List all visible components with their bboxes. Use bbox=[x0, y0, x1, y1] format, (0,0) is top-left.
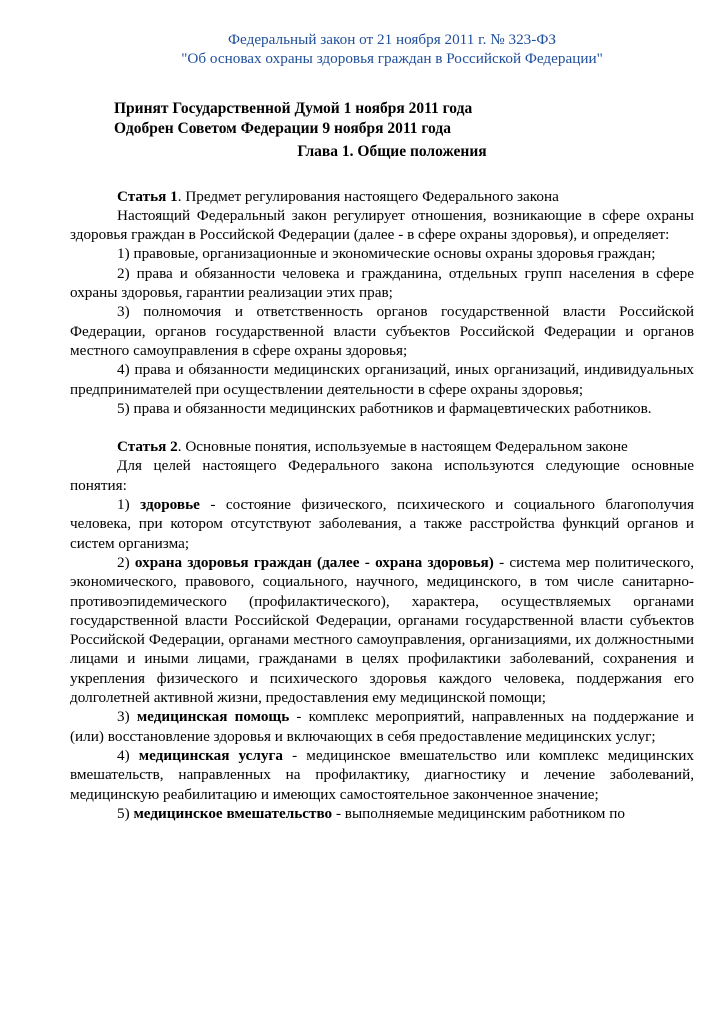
list-item: 4) права и обязанности медицинских организаций, иных организаций, индивидуальных предпринимателей при осуществлении деятельности в сфере охраны здоровья; bbox=[70, 361, 694, 398]
item-number: 4) bbox=[117, 746, 139, 764]
defined-term: медицинская помощь bbox=[136, 708, 290, 726]
definition-text: - система мер политического, экономического, правового, социального, научного, медицинского, в том числе санитарно-противоэпидемического (профилактического), характера, осуществляемых органами государственной власти Российской Федерации, органами государственной власти субъектов Российской Федерации, органами местного самоуправления, организациями, их должностными лицами и иными лицами, гражданами в целях профилактики заболеваний, сохранения и укрепления физического и психического здоровья каждого человека, поддержания его долголетней активной жизни, предоставления ему медицинской помощи; bbox=[70, 553, 694, 707]
council-approval: Одобрен Советом Федерации 9 ноября 2011 года bbox=[114, 119, 451, 137]
definition-item bbox=[70, 495, 694, 553]
list-item: 3) полномочия и ответственность органов государственной власти Российской Федерации, органов государственной власти субъектов Российской Федерации и органов местного самоуправления в сфере охраны здоровья; bbox=[70, 303, 694, 359]
definition-text: - выполняемые медицинским работником по bbox=[332, 804, 625, 822]
item-number: 3) bbox=[117, 708, 137, 726]
law-name-line: "Об основах охраны здоровья граждан в Российской Федерации" bbox=[181, 50, 603, 68]
article-intro: Настоящий Федеральный закон регулирует отношения, возникающие в сфере охраны здоровья граждан в Российской Федерации (далее - в сфере охраны здоровья), и определяет: bbox=[70, 206, 694, 244]
definition-text: - комплекс мероприятий, направленных на поддержание и (или) восстановление здоровья и включающих в себя предоставление медицинских услуг; bbox=[70, 708, 694, 745]
item-number: 5) bbox=[117, 804, 134, 822]
article-1 bbox=[70, 187, 694, 419]
definition-item bbox=[70, 804, 694, 823]
law-title-line: Федеральный закон от 21 ноября 2011 г. № 323-ФЗ bbox=[228, 31, 556, 48]
article-heading bbox=[70, 187, 694, 206]
list-item: 5) права и обязанности медицинских работников и фармацевтических работников. bbox=[117, 399, 652, 417]
definition-text: - состояние физического, психического и социального благополучия человека, при котором отсутствуют заболевания, а также расстройства функций органов и систем организма; bbox=[70, 496, 694, 552]
defined-term: медицинское вмешательство bbox=[133, 804, 333, 822]
defined-term: охрана здоровья граждан (далее - охрана здоровья) bbox=[134, 553, 494, 571]
article-2 bbox=[70, 437, 694, 823]
definition-item bbox=[70, 553, 694, 707]
list-item: 1) правовые, организационные и экономические основы охраны здоровья граждан; bbox=[117, 245, 656, 263]
article-title-text: . Основные понятия, используемые в настоящем Федеральном законе bbox=[177, 438, 628, 456]
definition-text: - медицинское вмешательство или комплекс медицинских вмешательств, направленных на профилактику, диагностику и лечение заболеваний, медицинскую реабилитацию и имеющих самостоятельное законченное значение; bbox=[70, 746, 694, 803]
definition-item bbox=[70, 707, 694, 746]
list-item: 2) права и обязанности человека и гражданина, отдельных групп населения в сфере охраны здоровья, гарантии реализации этих прав; bbox=[70, 264, 694, 302]
definition-item bbox=[70, 746, 694, 804]
adoption-block bbox=[114, 99, 694, 139]
article-label: Статья 2 bbox=[117, 438, 178, 456]
article-title-text: . Предмет регулирования настоящего Федерального закона bbox=[177, 187, 559, 205]
article-label: Статья 1 bbox=[117, 187, 178, 205]
item-number: 2) bbox=[117, 553, 135, 571]
duma-adoption: Принят Государственной Думой 1 ноября 2011 года bbox=[114, 99, 473, 117]
defined-term: здоровье bbox=[140, 496, 200, 514]
chapter-title: Глава 1. Общие положения bbox=[297, 142, 487, 160]
article-intro: Для целей настоящего Федерального закона используются следующие основные понятия: bbox=[70, 457, 694, 494]
law-header bbox=[70, 30, 694, 69]
item-number: 1) bbox=[117, 496, 141, 514]
article-heading bbox=[70, 437, 694, 456]
defined-term: медицинская услуга bbox=[138, 746, 283, 764]
